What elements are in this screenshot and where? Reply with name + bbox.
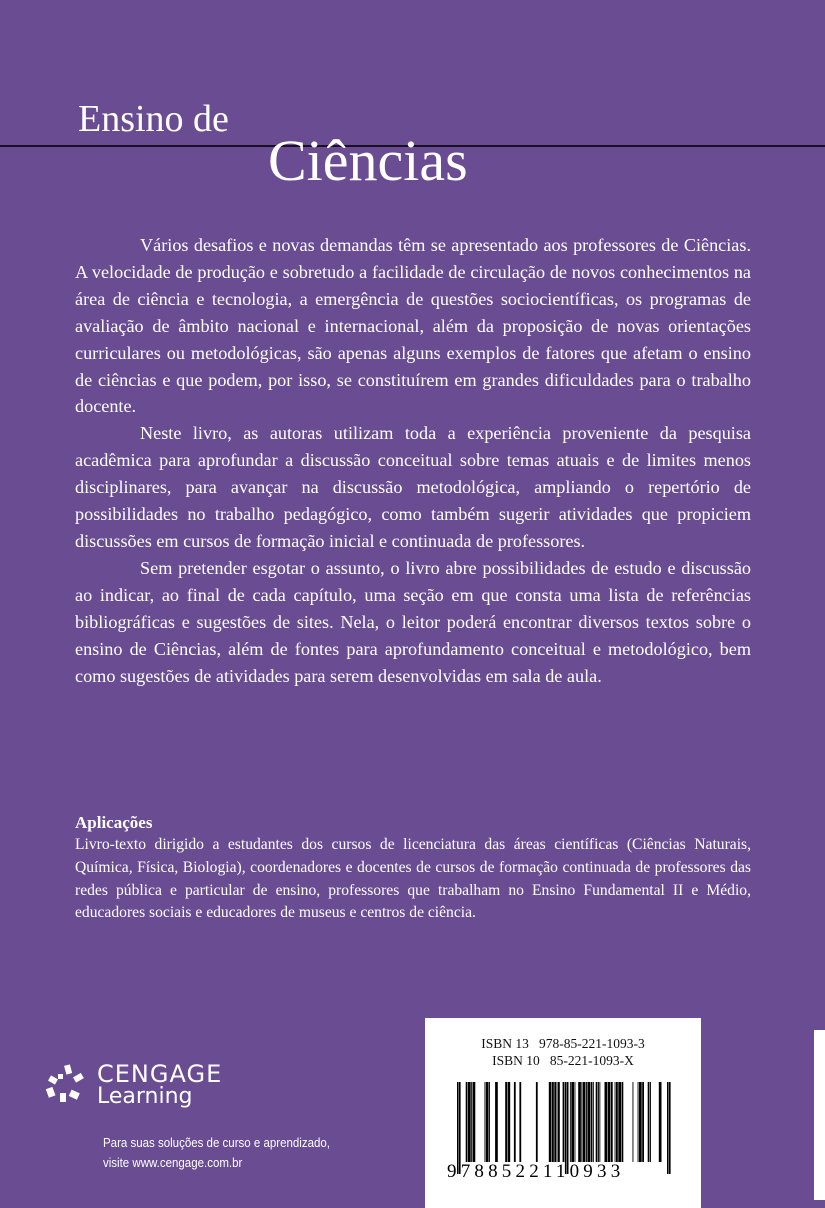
barcode-bar xyxy=(615,1082,616,1162)
barcode-bar xyxy=(581,1082,582,1162)
barcode-bar xyxy=(554,1082,556,1162)
paragraph: Neste livro, as autoras utilizam toda a experiência proveniente da pesquisa acadêmica para aprofundar a discussão conceitual sobre temas atuais e de limites menos disciplinares, para avançar na discussão metodológica, ampliando o repertório de possibilidades no trabalho pedagógico, como também sugerir atividades que propiciem discussões em cursos de formação inicial e continuada de professores. xyxy=(75,423,751,551)
paragraph: Vários desafios e novas demandas têm se apresentado aos professores de Ciências. A velocidade de produção e sobretudo a facilidade de circulação de novos conhecimentos na área de ciência e tecnologia, a emergência de questões sociocientíficas, os programas de avaliação de âmbito nacional e internacional, além da proposição de novas orientações curriculares ou metodológicas, são apenas alguns exemplos de fatores que afetam o ensino de ciências e que podem, por isso, se constituírem em grandes dificuldades para o trabalho docente. xyxy=(75,235,751,417)
barcode-bar xyxy=(586,1082,587,1162)
barcode-bar xyxy=(549,1082,552,1162)
barcode-bar xyxy=(591,1082,593,1162)
barcode-bar xyxy=(622,1082,624,1162)
barcode-bar xyxy=(648,1082,650,1162)
barcode-bar xyxy=(486,1082,489,1162)
barcode-bar xyxy=(558,1082,560,1162)
barcode-bar xyxy=(485,1082,486,1162)
applications-heading: Aplicações xyxy=(75,813,153,832)
barcode-bar xyxy=(605,1082,608,1162)
barcode-bar xyxy=(618,1082,621,1162)
barcode-bar xyxy=(519,1082,521,1162)
barcode-bar xyxy=(616,1082,618,1162)
barcode-bar xyxy=(587,1082,590,1162)
isbn-10: ISBN 10 85-221-1093-X xyxy=(492,1053,634,1068)
barcode-bar xyxy=(571,1082,574,1162)
title-line-2: Ciências xyxy=(268,128,468,193)
publisher-sub: Learning xyxy=(97,1084,193,1109)
barcode-bar xyxy=(598,1082,599,1162)
barcode-bar xyxy=(642,1082,644,1162)
applications-text: Livro-texto dirigido a estudantes dos cursos de licenciatura das áreas científicas (Ciências Naturais, Química, Física, Biologia), coordenadores e docentes de cursos de formação continuada de professores das redes pública e particular de ensino, professores que trabalham no Ensino Fundamental II e Médio, educadores sociais e educadores de museus e centros de ciência. xyxy=(75,836,751,922)
back-cover-description xyxy=(75,232,751,689)
barcode-bar xyxy=(466,1082,468,1162)
isbn-13: ISBN 13 978-85-221-1093-3 xyxy=(481,1036,645,1051)
title-line-1: Ensino de xyxy=(78,98,229,140)
barcode-bar xyxy=(563,1082,565,1162)
barcode-bar xyxy=(508,1082,511,1162)
barcode-bar xyxy=(578,1082,581,1162)
barcode-bar xyxy=(468,1082,471,1162)
paragraph: Sem pretender esgotar o assunto, o livro abre possibilidades de estudo e discussão ao indicar, ao final de cada capítulo, uma seção em que consta uma lista de referências bibliográficas e sugestões de sites. Nela, o leitor poderá encontrar diversos textos sobre o ensino de Ciências, além de fontes para aprofundamento conceitual e metodológico, bem como sugestões de atividades para serem desenvolvidas em sala de aula. xyxy=(75,557,751,686)
barcode-bar xyxy=(536,1082,538,1162)
publisher-name: CENGAGE xyxy=(97,1060,223,1088)
tagline-line-2: visite www.cengage.com.br xyxy=(103,1156,243,1170)
barcode-bar xyxy=(608,1082,611,1162)
barcode xyxy=(445,1082,685,1178)
barcode-bar xyxy=(471,1082,472,1162)
barcode-bar xyxy=(505,1082,507,1162)
cengage-logo-icon xyxy=(45,1063,89,1107)
barcode-bar xyxy=(596,1082,598,1162)
barcode-bar xyxy=(593,1082,594,1162)
barcode-bar xyxy=(557,1082,558,1162)
barcode-bar xyxy=(570,1082,571,1162)
publisher-tagline xyxy=(103,1133,330,1173)
barcode-bar xyxy=(514,1082,516,1162)
barcode-bar xyxy=(638,1082,639,1162)
barcode-bar xyxy=(583,1082,586,1162)
applications-section xyxy=(75,812,751,925)
barcode-bar xyxy=(552,1082,554,1162)
barcode-bar xyxy=(495,1082,498,1162)
barcode-bar xyxy=(599,1082,600,1162)
tagline-line-1: Para suas soluções de curso e aprendizado, xyxy=(103,1136,330,1150)
barcode-bar xyxy=(639,1082,642,1162)
barcode-bar xyxy=(659,1082,662,1162)
publisher-logo xyxy=(45,1062,222,1108)
isbn-barcode-box xyxy=(425,1018,701,1208)
barcode-bar xyxy=(473,1082,476,1162)
barcode-bar xyxy=(611,1082,613,1162)
barcode-bar xyxy=(650,1082,651,1162)
barcode-bar xyxy=(667,1082,669,1174)
white-edge xyxy=(814,1030,825,1200)
barcode-bar xyxy=(669,1082,671,1174)
barcode-bar xyxy=(489,1082,490,1162)
barcode-digits: 9788522110933 xyxy=(447,1161,625,1178)
barcode-bar xyxy=(633,1082,634,1162)
barcode-bar xyxy=(575,1082,576,1162)
